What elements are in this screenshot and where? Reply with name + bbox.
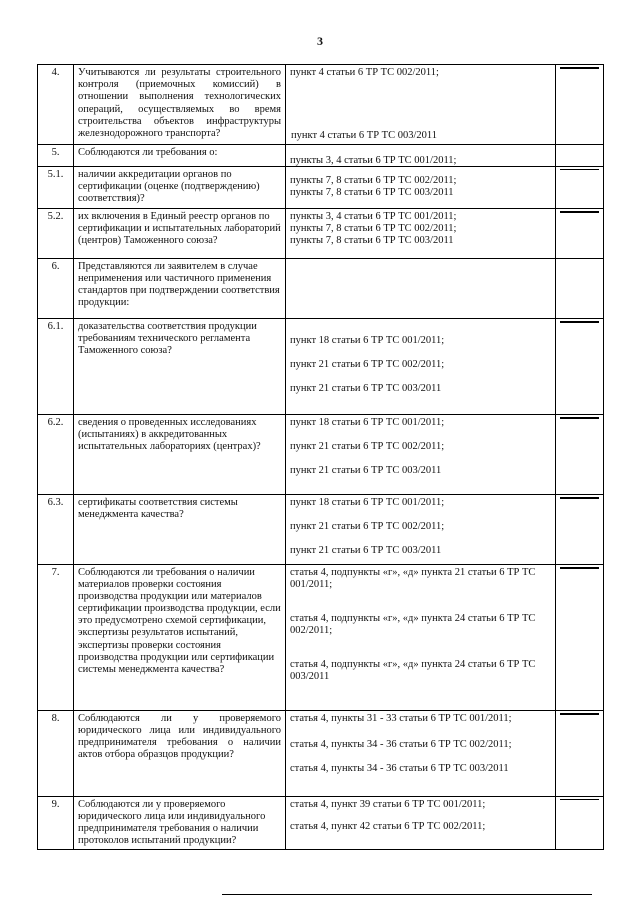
footer-rule — [222, 894, 592, 895]
answer-slot[interactable] — [560, 212, 599, 213]
table-row — [38, 710, 604, 796]
reference-line: пункт 18 статьи 6 ТР ТС 001/2011; — [290, 496, 445, 508]
reference-line: пункты 7, 8 статьи 6 ТР ТС 002/2011; — [290, 222, 457, 234]
row-question: Соблюдаются ли требования о наличии материалов проверки состояния производства продукции или материалов сертификации производства продукции, если это предусмотрено схемой сертификации, экспертизы результатов испытаний, экспертизы проверки состояния производства продукции или сертификации системы менеджмента качества? — [74, 564, 286, 710]
row-number: 5. — [38, 145, 74, 167]
row-number: 5.2. — [38, 208, 74, 258]
table-row — [38, 208, 604, 258]
reference-line: статья 4, пункты 31 - 33 статьи 6 ТР ТС 001/2011; — [290, 712, 512, 724]
reference-line: статья 4, пункт 39 статьи 6 ТР ТС 001/2011; — [290, 798, 486, 810]
table-row — [38, 494, 604, 564]
row-references — [286, 65, 556, 145]
row-number: 8. — [38, 710, 74, 796]
answer-slot[interactable] — [560, 568, 599, 569]
row-question: сертификаты соответствия системы менеджмента качества? — [74, 494, 286, 564]
answer-slot[interactable] — [560, 68, 599, 69]
reference-line: пункты 7, 8 статьи 6 ТР ТС 003/2011 — [290, 234, 454, 246]
row-number: 5.1. — [38, 167, 74, 209]
reference-line: статья 4, подпункты «г», «д» пункта 21 статьи 6 ТР ТС 001/2011; — [290, 566, 536, 590]
row-references — [286, 710, 556, 796]
row-references — [286, 155, 556, 209]
reference-line: статья 4, подпункты «г», «д» пункта 24 статьи 6 ТР ТС 003/2011 — [290, 659, 536, 683]
row-question: наличии аккредитации органов по сертификации (оценке (подтверждению) соответствия)? — [74, 167, 286, 209]
table-row — [38, 167, 604, 209]
answer-slot[interactable] — [560, 169, 599, 170]
row-question: их включения в Единый реестр органов по сертификации и испытательных лабораторий (центров) Таможенного союза? — [74, 208, 286, 258]
reference-line: пункт 18 статьи 6 ТР ТС 001/2011; — [290, 334, 445, 346]
row-number: 6. — [38, 258, 74, 318]
row-references — [286, 208, 556, 258]
answer-slot[interactable] — [560, 498, 599, 499]
row-number: 4. — [38, 65, 74, 145]
answer-cell[interactable] — [556, 796, 604, 850]
row-references — [286, 494, 556, 564]
answer-cell[interactable] — [556, 65, 604, 145]
row-references — [286, 796, 556, 850]
table-row — [38, 796, 604, 850]
reference-line: пункт 21 статьи 6 ТР ТС 003/2011 — [290, 382, 442, 394]
reference-line: пункт 21 статьи 6 ТР ТС 003/2011 — [290, 544, 442, 556]
row-number: 6.1. — [38, 318, 74, 414]
answer-slot[interactable] — [560, 418, 599, 419]
row-number: 7. — [38, 564, 74, 710]
answer-cell[interactable] — [556, 208, 604, 258]
row-question: Учитываются ли результаты строительного контроля (приемочных комиссий) в отношении выполнения технологических операций, осуществляемых во время строительства объектов инфраструктуры железнодорожного транспорта? — [74, 65, 286, 145]
answer-cell[interactable] — [556, 258, 604, 318]
reference-line: пункт 18 статьи 6 ТР ТС 001/2011; — [290, 416, 445, 428]
row-number: 6.3. — [38, 494, 74, 564]
reference-line: статья 4, пункты 34 - 36 статьи 6 ТР ТС 003/2011 — [290, 762, 509, 774]
reference-line: пункты 7, 8 статьи 6 ТР ТС 003/2011 — [290, 187, 454, 199]
reference-line: пункт 21 статьи 6 ТР ТС 002/2011; — [290, 358, 445, 370]
row-question: Соблюдаются ли у проверяемого юридического лица или индивидуального предпринимателя требования о наличии протоколов испытаний продукции? — [74, 796, 286, 850]
reference-line: пункты 7, 8 статьи 6 ТР ТС 002/2011; — [290, 175, 457, 187]
table-row — [38, 564, 604, 710]
reference-line: пункт 4 статьи 6 ТР ТС 003/2011 — [291, 129, 438, 141]
row-question: сведения о проведенных исследованиях (испытаниях) в аккредитованных испытательных лабораториях (центрах)? — [74, 414, 286, 494]
reference-line: пункт 21 статьи 6 ТР ТС 002/2011; — [290, 440, 445, 452]
answer-cell[interactable] — [556, 167, 604, 209]
row-references — [286, 564, 556, 710]
reference-line: статья 4, подпункты «г», «д» пункта 24 статьи 6 ТР ТС 002/2011; — [290, 612, 536, 637]
reference-line: пункт 21 статьи 6 ТР ТС 003/2011 — [290, 464, 442, 476]
reference-line: пункт 21 статьи 6 ТР ТС 002/2011; — [290, 520, 445, 532]
reference-line: статья 4, пункт 42 статьи 6 ТР ТС 002/2011; — [290, 820, 486, 832]
reference-line: пункты 3, 4 статьи 6 ТР ТС 001/2011; — [290, 155, 457, 166]
reference-line: статья 4, пункты 34 - 36 статьи 6 ТР ТС 002/2011; — [290, 738, 512, 750]
answer-cell[interactable] — [556, 494, 604, 564]
answer-cell[interactable] — [556, 564, 604, 710]
reference-line: пункт 4 статьи 6 ТР ТС 002/2011; — [290, 67, 439, 78]
row-number: 6.2. — [38, 414, 74, 494]
row-question: доказательства соответствия продукции требованиям технического регламента Таможенного союза? — [74, 318, 286, 414]
row-references — [286, 414, 556, 494]
row-question: Соблюдаются ли у проверяемого юридического лица или индивидуального предпринимателя требования о наличии актов отбора образцов продукции? — [74, 710, 286, 796]
answer-slot[interactable] — [560, 714, 599, 715]
answer-cell[interactable] — [556, 414, 604, 494]
answer-slot[interactable] — [560, 322, 599, 323]
row-question: Представляются ли заявителем в случае неприменения или частичного применения стандартов при подтверждении соответствия продукции: — [74, 258, 286, 318]
table-row — [38, 65, 604, 145]
table-row — [38, 318, 604, 414]
answer-cell[interactable] — [556, 318, 604, 414]
answer-cell[interactable] — [556, 145, 604, 167]
answer-cell[interactable] — [556, 710, 604, 796]
answer-slot[interactable] — [560, 799, 599, 800]
table-row — [38, 414, 604, 494]
row-question: Соблюдаются ли требования о: — [74, 145, 286, 167]
page-number: 3 — [317, 34, 323, 48]
row-references — [286, 258, 556, 318]
row-number: 9. — [38, 796, 74, 850]
checklist-table — [37, 64, 604, 850]
table-row — [38, 258, 604, 318]
row-references — [286, 318, 556, 414]
reference-line: пункты 3, 4 статьи 6 ТР ТС 001/2011; — [290, 210, 457, 222]
